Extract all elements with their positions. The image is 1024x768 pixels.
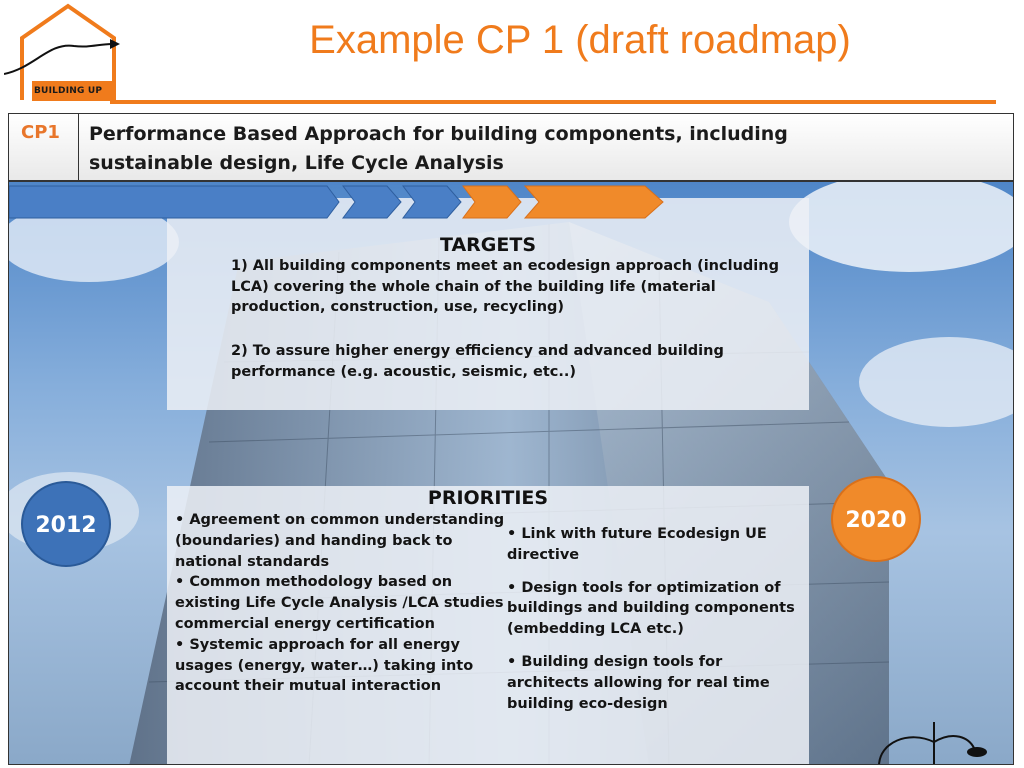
priorities-box xyxy=(167,486,809,765)
priorities-heading: PRIORITIES xyxy=(427,487,549,509)
timeline-arrow-orange xyxy=(525,186,663,218)
priority-item: • Systemic approach for all energy usages (energy, water…) taking into account their mutual interaction xyxy=(175,636,474,695)
timeline-chevron-blue xyxy=(343,186,401,218)
timeline-arrow-blue-long xyxy=(9,186,339,218)
priorities-left-column xyxy=(175,510,505,697)
targets-heading: TARGETS xyxy=(439,234,537,256)
building-background-image xyxy=(9,182,1013,765)
priorities-right-column xyxy=(507,524,805,726)
priority-item: • Building design tools for architects allowing for real time building eco-design xyxy=(507,653,770,712)
timeline-chevron-orange xyxy=(463,186,521,218)
end-year-badge: 2020 xyxy=(831,476,921,562)
cp-code: CP1 xyxy=(9,114,79,180)
logo-text: BUILDING UP xyxy=(32,81,112,101)
cp-title xyxy=(89,120,989,178)
target-item: 1) All building components meet an ecodesign approach (including LCA) covering the whole chain of the building life (material production, construction, use, recycling) xyxy=(231,258,779,315)
timeline-chevron-blue xyxy=(403,186,461,218)
panel-header xyxy=(9,114,1013,182)
priority-item: • Design tools for optimization of buildings and building components (embedding LCA etc.) xyxy=(507,579,795,638)
priority-item: • Agreement on common understanding (boundaries) and handing back to national standards xyxy=(175,512,505,570)
target-item: 2) To assure higher energy efficiency and advanced building performance (e.g. acoustic, seismic, etc..) xyxy=(231,343,724,380)
priority-item: • Common methodology based on existing Life Cycle Analysis /LCA studies commercial energy certification xyxy=(175,574,504,632)
roadmap-panel xyxy=(8,113,1014,765)
building-up-logo xyxy=(4,2,122,102)
cp-title-line-2: sustainable design, Life Cycle Analysis xyxy=(89,152,504,174)
slide-title: Example CP 1 (draft roadmap) xyxy=(309,18,851,62)
priority-item: • Link with future Ecodesign UE directive xyxy=(507,526,767,563)
title-divider xyxy=(110,100,996,104)
targets-box xyxy=(167,198,809,410)
cp-title-line-1: Performance Based Approach for building components, including xyxy=(89,123,788,145)
start-year-badge: 2012 xyxy=(21,481,111,567)
timeline-arrows xyxy=(9,182,665,222)
